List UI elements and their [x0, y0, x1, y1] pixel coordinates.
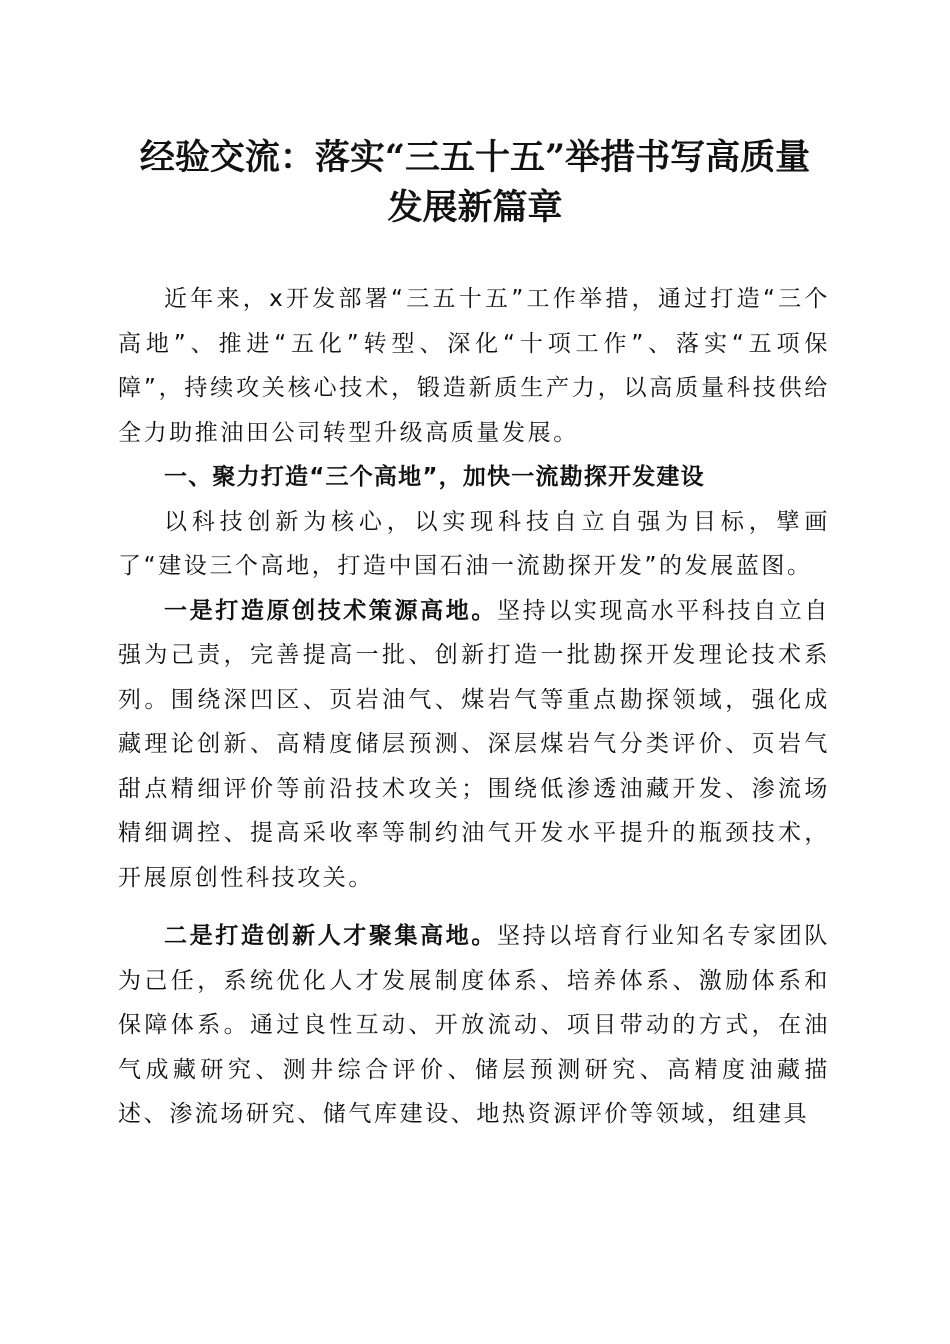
title-line-2: 发展新篇章 [387, 187, 563, 228]
point-2-text: 坚持以培育行业知名专家团队为己任，系统优化人才发展制度体系、培养体系、激励体系和保障体系。通过良性互动、开放流动、项目带动的方式，在油气成藏研究、测井综合评价、储层预测研究、高精度油藏描述、渗流场研究、储气库建设、地热资源评价等领域，组建具 [118, 923, 830, 1127]
title-line-1: 经验交流：落实“三五十五”举措书写高质量 [139, 137, 811, 178]
point-1-paragraph [118, 589, 830, 901]
document-title [100, 133, 850, 233]
point-1-text: 坚持以实现高水平科技自立自强为己责，完善提高一批、创新打造一批勘探开发理论技术系列。围绕深凹区、页岩油气、煤岩气等重点勘探领域，强化成藏理论创新、高精度储层预测、深层煤岩气分类评价、页岩气甜点精细评价等前沿技术攻关；围绕低渗透油藏开发、渗流场精细调控、提高采收率等制约油气开发水平提升的瓶颈技术，开展原创性科技攻关。 [118, 597, 830, 891]
point-2-paragraph [118, 914, 830, 1137]
section-1-heading: 一、聚力打造“三个高地”，加快一流勘探开发建设 [164, 464, 705, 490]
document-body [118, 277, 830, 1137]
point-2-lead: 二是打造创新人才聚集高地。 [164, 923, 497, 949]
intro-paragraph: 近年来，x开发部署“三五十五”工作举措，通过打造“三个高地”、推进“五化”转型、深化“十项工作”、落实“五项保障”，持续攻关核心技术，锻造新质生产力，以高质量科技供给全力助推油田公司转型升级高质量发展。 [118, 286, 830, 446]
section-1-lead-paragraph: 以科技创新为核心，以实现科技自立自强为目标，擘画了“建设三个高地，打造中国石油一流勘探开发”的发展蓝图。 [118, 508, 830, 579]
point-1-lead: 一是打造原创技术策源高地。 [164, 597, 497, 624]
